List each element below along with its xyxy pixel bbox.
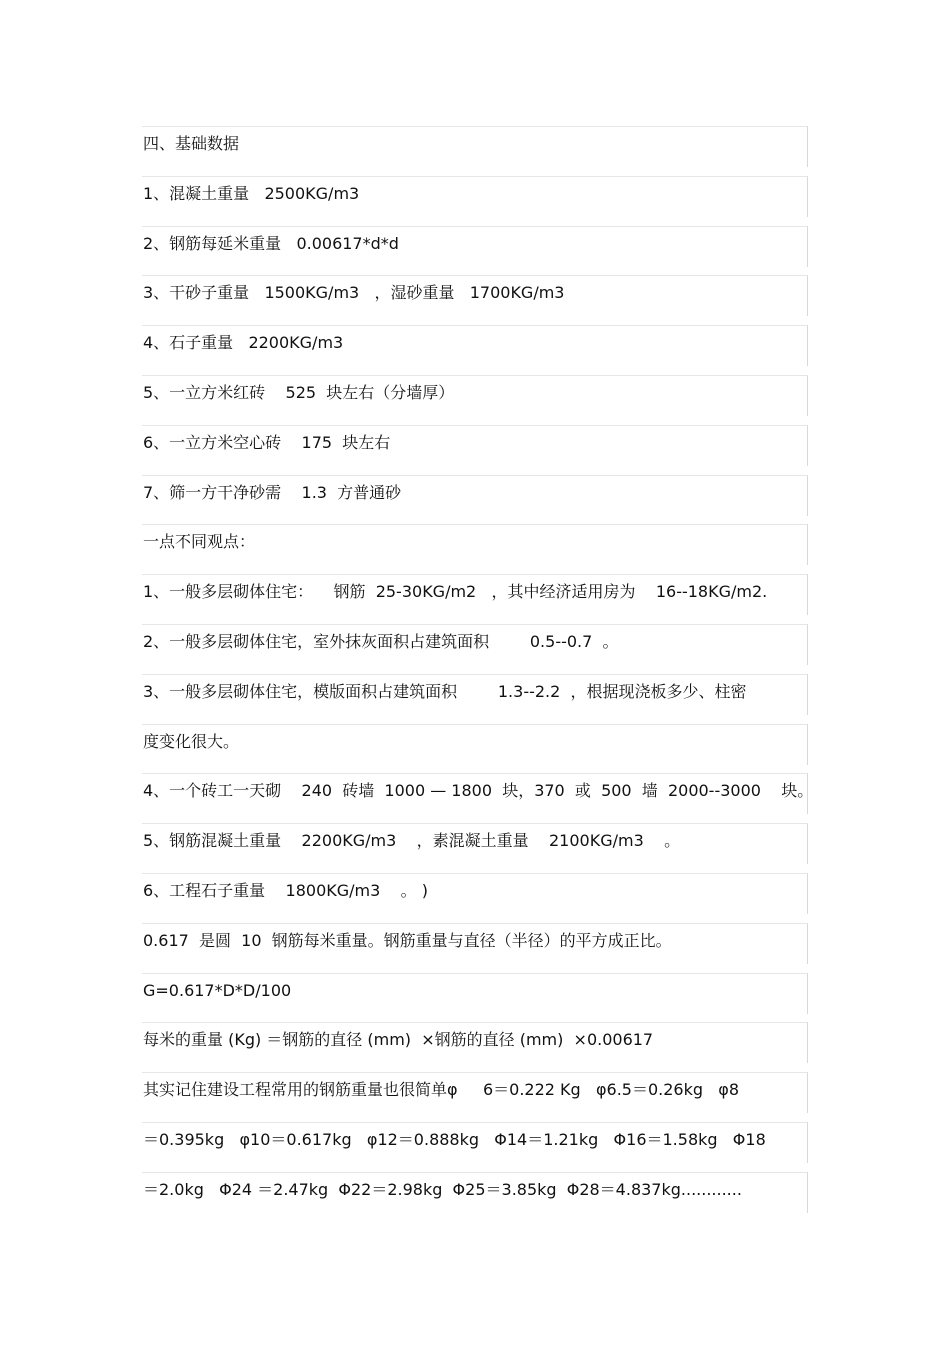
- line-text: G=0.617*D*D/100: [143, 980, 292, 1000]
- line-text: ＝0.395kg φ10＝0.617kg φ12＝0.888kg Φ14＝1.21kg Φ16＝1.58kg Φ18: [143, 1129, 766, 1149]
- line-text: 2、钢筋每延米重量 0.00617*d*d: [143, 233, 399, 253]
- line-text: 四、基础数据: [143, 134, 240, 153]
- text-line: [142, 275, 808, 316]
- line-text: 其实记住建设工程常用的钢筋重量也很简单φ 6＝0.222 Kg φ6.5＝0.26kg φ8: [143, 1080, 740, 1100]
- line-text: 2、一般多层砌体住宅，室外抹灰面积占建筑面积 0.5--0.7 。: [143, 631, 619, 651]
- line-text: 每米的重量 (Kg) ＝钢筋的直径 (mm) ×钢筋的直径 (mm) ×0.00617: [143, 1030, 654, 1050]
- text-line: [142, 724, 808, 765]
- text-line: [142, 524, 808, 565]
- line-text: 6、工程石子重量 1800KG/m3 。 ): [143, 880, 428, 900]
- text-line: [142, 1072, 808, 1113]
- line-text: 度变化很大。: [143, 731, 240, 751]
- text-line: [142, 325, 808, 366]
- line-text: 3、一般多层砌体住宅，模版面积占建筑面积 1.3--2.2 ，根据现浇板多少、柱密: [143, 681, 747, 701]
- text-line: [142, 873, 808, 914]
- text-line: [142, 823, 808, 864]
- text-line: [142, 773, 814, 814]
- line-text: 6、一立方米空心砖 175 块左右: [143, 432, 391, 452]
- text-line: [142, 1172, 808, 1213]
- document-body: [142, 126, 814, 1222]
- line-text: 5、钢筋混凝土重量 2200KG/m3 ，素混凝土重量 2100KG/m3 。: [143, 831, 681, 851]
- line-text: 一点不同观点：: [143, 532, 256, 552]
- text-line: [142, 923, 808, 964]
- line-text: 1、混凝土重量 2500KG/m3: [143, 183, 360, 203]
- line-text: 3、干砂子重量 1500KG/m3 ，湿砂重量 1700KG/m3: [143, 283, 565, 303]
- text-line: [142, 674, 808, 715]
- line-text: 5、一立方米红砖 525 块左右（分墙厚）: [143, 382, 455, 402]
- text-line: [142, 375, 808, 416]
- text-line: [142, 475, 808, 516]
- line-text: 4、一个砖工一天砌 240 砖墙 1000 — 1800 块，370 或 500 墙 2000--3000 块。: [143, 781, 814, 801]
- text-line: [142, 126, 808, 167]
- text-line: [142, 1122, 808, 1163]
- text-line: [142, 1022, 808, 1063]
- line-text: 0.617 是圆 10 钢筋每米重量。钢筋重量与直径（半径）的平方成正比。: [143, 930, 672, 950]
- text-line: [142, 973, 808, 1014]
- line-text: 7、筛一方干净砂需 1.3 方普通砂: [143, 482, 402, 502]
- line-text: 1、一般多层砌体住宅： 钢筋 25-30KG/m2 ，其中经济适用房为 16--18KG/m2.: [143, 582, 768, 602]
- text-line: [142, 176, 808, 217]
- text-line: [142, 425, 808, 466]
- line-text: ＝2.0kg Φ24 ＝2.47kg Φ22＝2.98kg Φ25＝3.85kg Φ28＝4.837kg............: [143, 1179, 742, 1199]
- text-line: [142, 226, 808, 267]
- text-line: [142, 574, 808, 615]
- line-text: 4、石子重量 2200KG/m3: [143, 333, 344, 353]
- text-line: [142, 624, 808, 665]
